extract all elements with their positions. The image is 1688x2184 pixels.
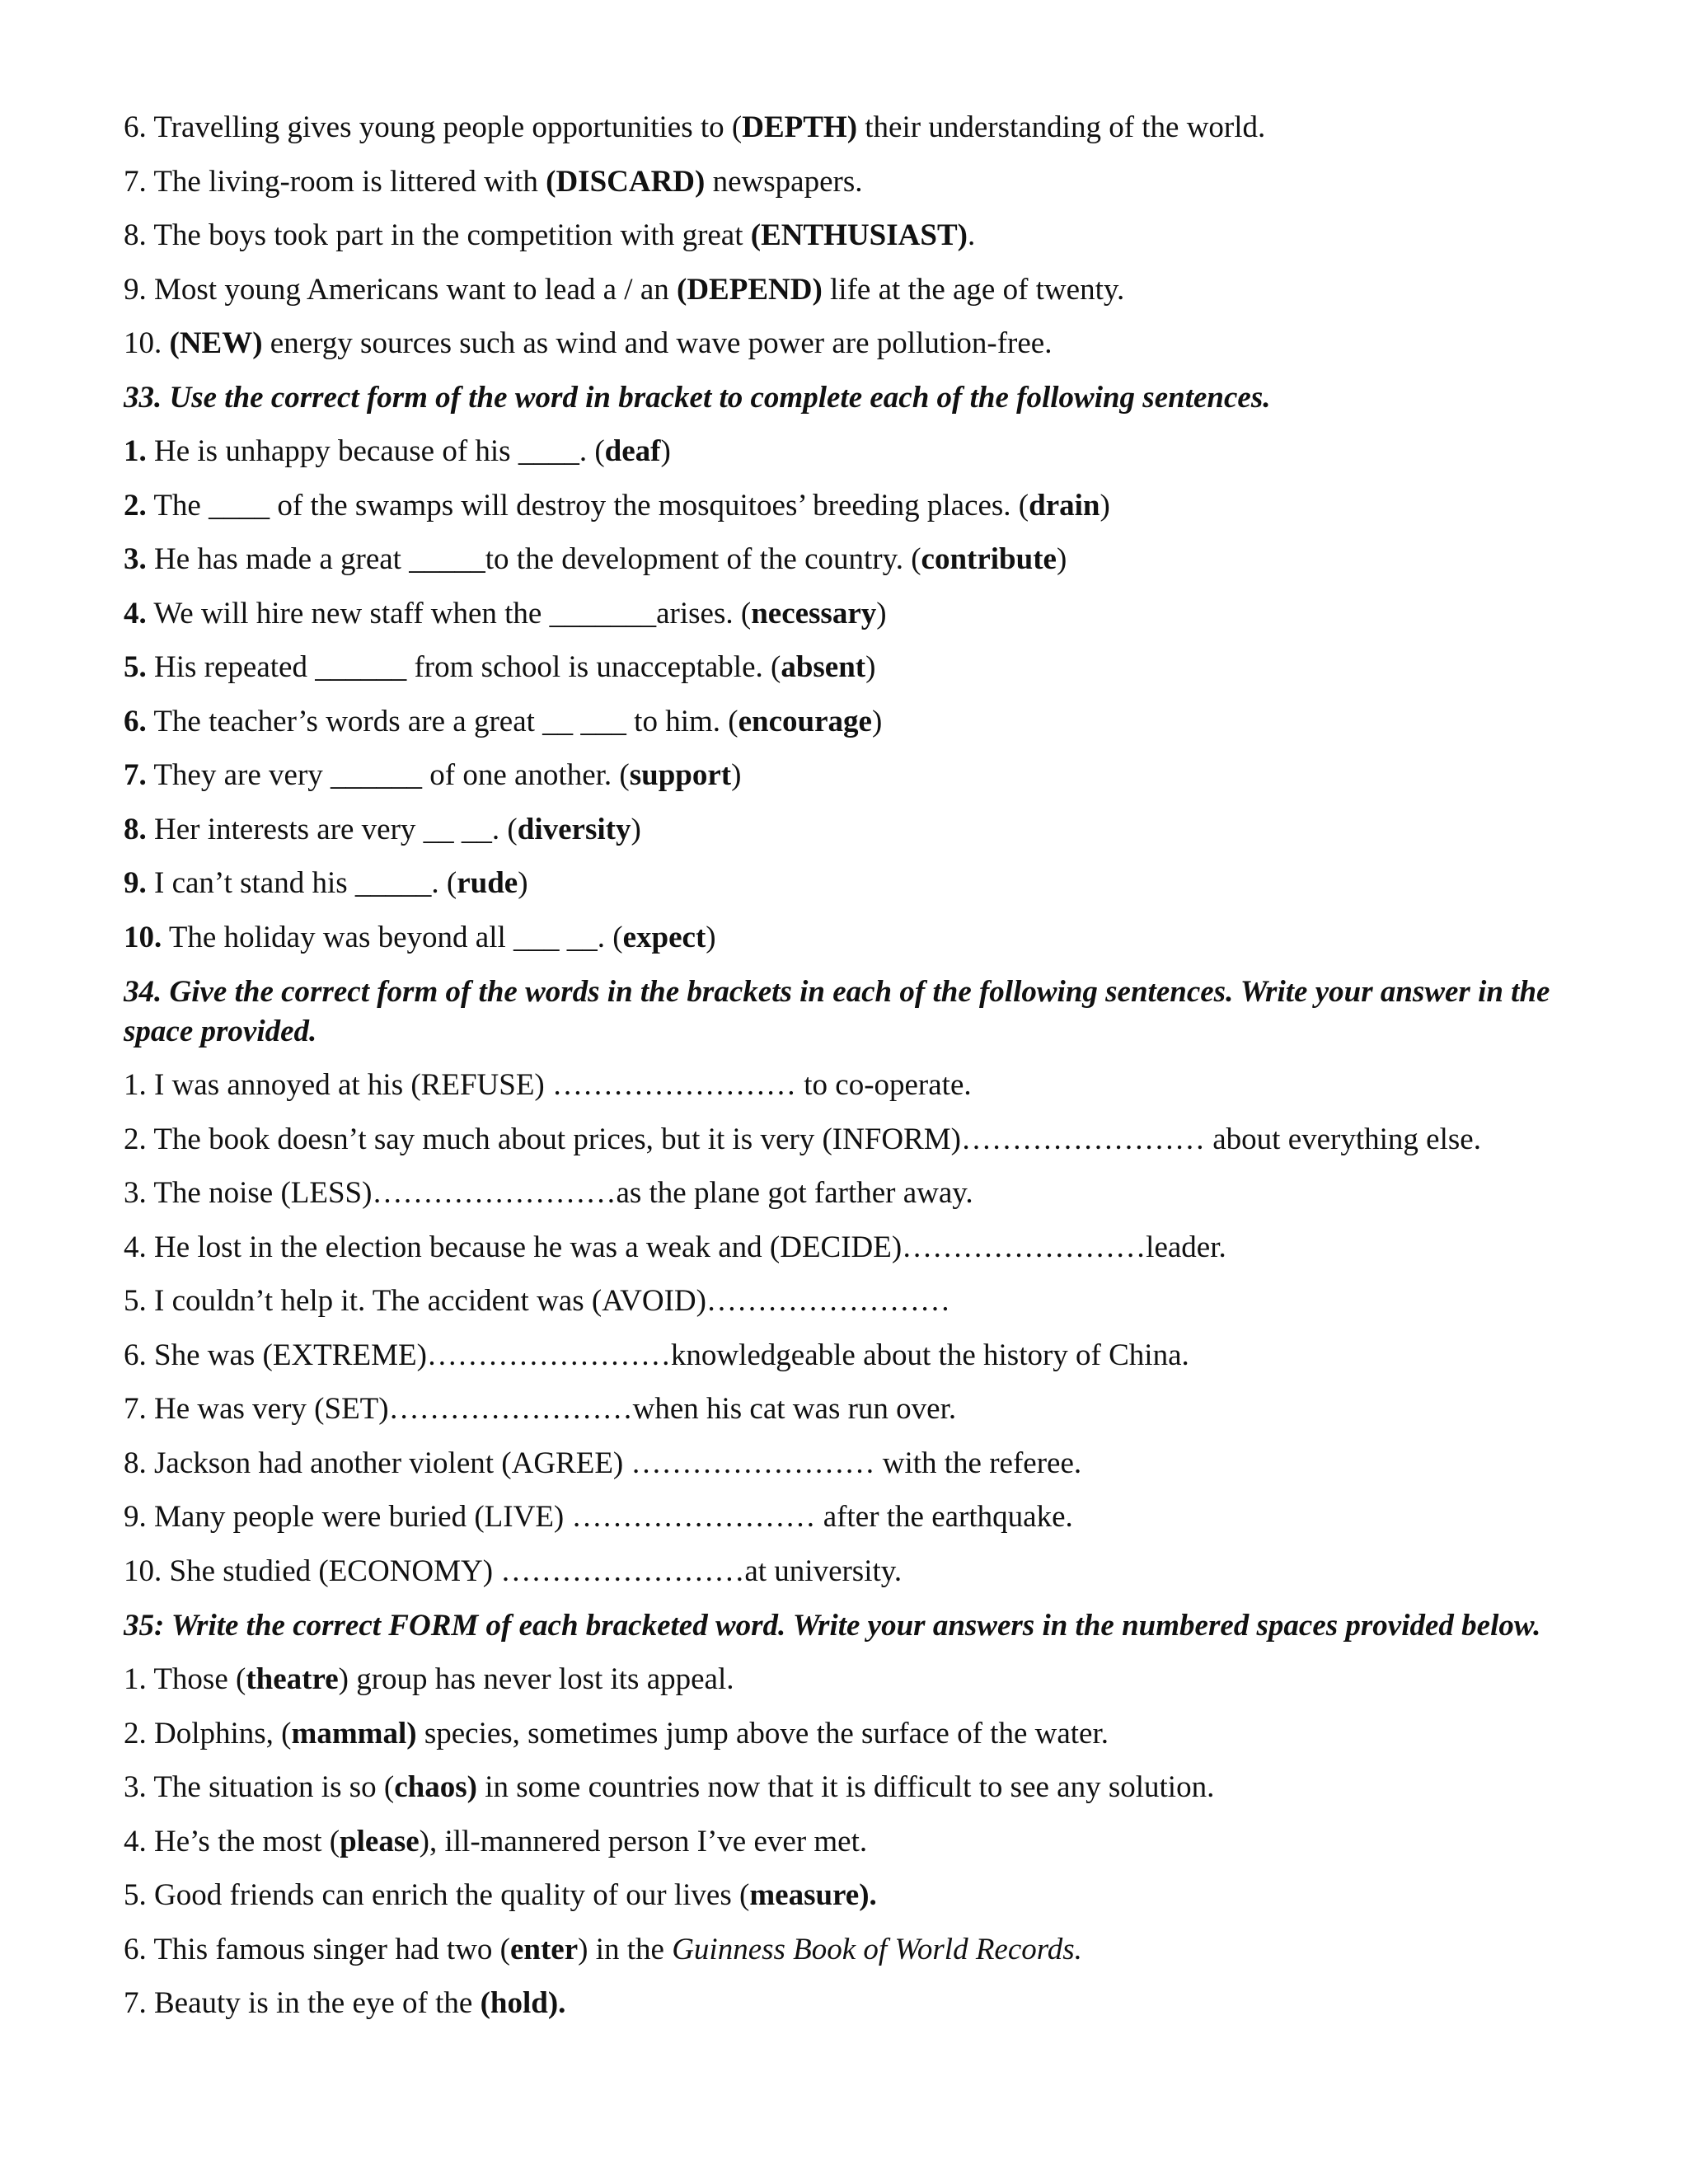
ex34-item: 8. Jackson had another violent (AGREE) …………………… with the referee.: [124, 1446, 1082, 1480]
ex33-item: 10. The holiday was beyond all ___ __. (expect): [124, 920, 716, 954]
prev-item-7: 7. The living-room is littered with (DISCARD) newspapers.: [124, 164, 863, 199]
ex34-item: 10. She studied (ECONOMY) ……………………at university.: [124, 1554, 903, 1588]
ex33-item: 1. He is unhappy because of his ____. (deaf): [124, 434, 671, 468]
ex34-item: 6. She was (EXTREME)……………………knowledgeable about the history of China.: [124, 1338, 1189, 1372]
ex33-item: 7. They are very ______ of one another. (support): [124, 758, 742, 792]
ex35-item: 4. He’s the most (please), ill-mannered person I’ve ever met.: [124, 1824, 868, 1858]
prev-item-9: 9. Most young Americans want to lead a / an (DEPEND) life at the age of twenty.: [124, 272, 1125, 307]
worksheet-page: [124, 101, 1591, 2031]
ex34-item: 9. Many people were buried (LIVE) …………………… after the earthquake.: [124, 1500, 1073, 1534]
ex33-item: 5. His repeated ______ from school is unacceptable. (absent): [124, 650, 876, 684]
ex35-heading: 35: Write the correct FORM of each bracketed word. Write your answers in the numbered spaces provided below.: [124, 1609, 1541, 1643]
ex33-item: 9. I can’t stand his _____. (rude): [124, 866, 528, 900]
ex35-item: 3. The situation is so (chaos) in some countries now that it is difficult to see any solution.: [124, 1770, 1215, 1804]
ex33-item: 6. The teacher’s words are a great __ ___ to him. (encourage): [124, 704, 883, 738]
ex33-heading: 33. Use the correct form of the word in bracket to complete each of the following sentences.: [124, 380, 1271, 415]
ex34-item: 7. He was very (SET)……………………when his cat was run over.: [124, 1392, 957, 1426]
ex35-item: 2. Dolphins, (mammal) species, sometimes jump above the surface of the water.: [124, 1716, 1109, 1750]
book-title: Guinness Book of World Records.: [672, 1932, 1082, 1966]
prev-item-6: 6. Travelling gives young people opportunities to (DEPTH) their understanding of the world.: [124, 110, 1266, 144]
ex34-heading: 34. Give the correct form of the words in the brackets in each of the following sentences. Write your answer in the space provided.: [124, 975, 1550, 1048]
ex33-item: 2. The ____ of the swamps will destroy the mosquitoes’ breeding places. (drain): [124, 488, 1110, 523]
ex33-item: 8. Her interests are very __ __. (diversity): [124, 812, 641, 846]
ex33-item: 4. We will hire new staff when the _______arises. (necessary): [124, 596, 887, 630]
ex34-item: 3. The noise (LESS)……………………as the plane got farther away.: [124, 1176, 973, 1210]
ex34-item: 4. He lost in the election because he was a weak and (DECIDE)……………………leader.: [124, 1230, 1226, 1264]
ex34-item: 1. I was annoyed at his (REFUSE) …………………… to co-operate.: [124, 1068, 972, 1102]
ex33-item: 3. He has made a great _____to the development of the country. (contribute): [124, 542, 1067, 576]
ex35-item: 6. This famous singer had two (enter) in the Guinness Book of World Records.: [124, 1932, 1082, 1966]
ex35-item: 7. Beauty is in the eye of the (hold).: [124, 1986, 566, 2020]
ex35-item: 1. Those (theatre) group has never lost its appeal.: [124, 1662, 734, 1696]
prev-item-8: 8. The boys took part in the competition with great (ENTHUSIAST).: [124, 218, 976, 252]
ex35-item: 5. Good friends can enrich the quality of our lives (measure).: [124, 1878, 877, 1912]
prev-item-10: 10. (NEW) energy sources such as wind and wave power are pollution-free.: [124, 326, 1053, 360]
ex34-item: 5. I couldn’t help it. The accident was (AVOID)……………………: [124, 1284, 950, 1318]
ex34-item: 2. The book doesn’t say much about prices, but it is very (INFORM)…………………… about everything else.: [124, 1122, 1481, 1156]
